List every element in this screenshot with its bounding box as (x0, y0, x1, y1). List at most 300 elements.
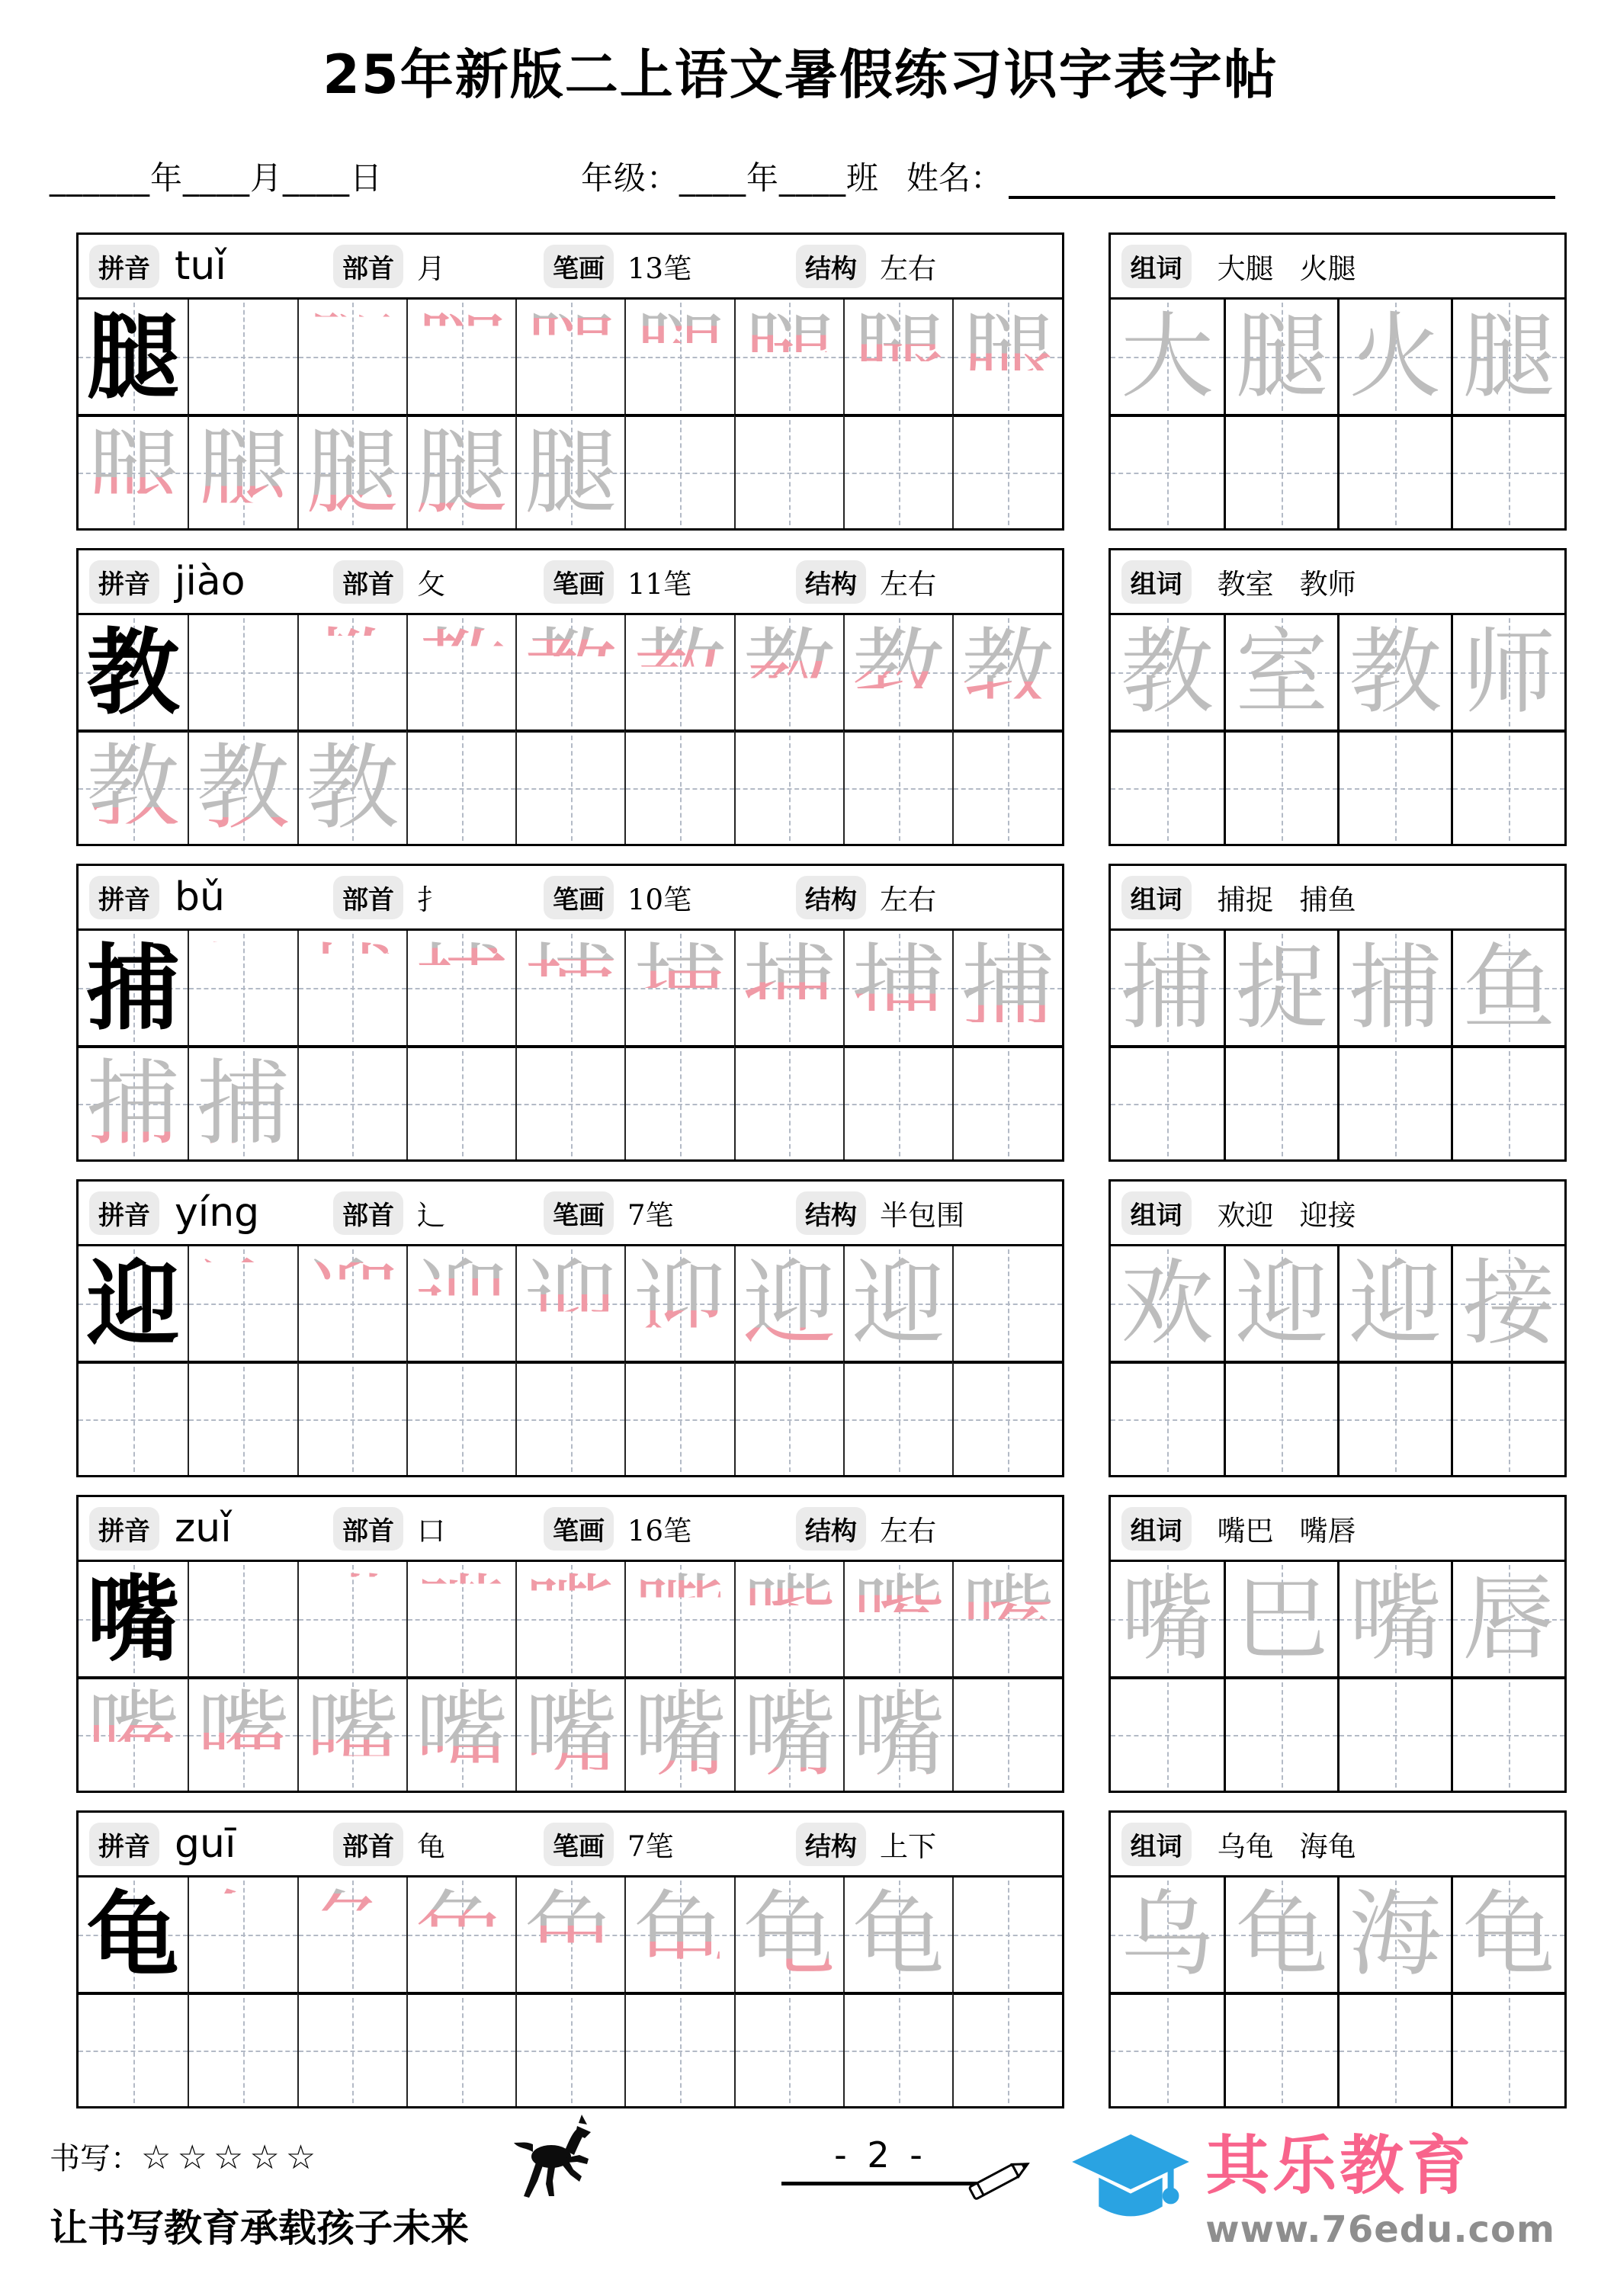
practice-cell (843, 1562, 952, 1676)
stroke-progress-glyph: 嘴 (626, 1562, 733, 1676)
radical-value: 月 (417, 252, 445, 285)
practice-cell (952, 615, 1061, 730)
practice-block (76, 548, 1567, 846)
practice-cell (1224, 1992, 1337, 2106)
practice-cell (79, 414, 188, 528)
radical-label: 部首 (333, 1507, 403, 1550)
stroke-progress-glyph: 腿 (736, 300, 843, 414)
stroke-progress-glyph: 腿 (189, 417, 297, 528)
practice-cell (1224, 1045, 1337, 1159)
words-header (1111, 866, 1564, 931)
stroke-progress-glyph: 捕 (299, 931, 406, 1045)
practice-cell (624, 1992, 733, 2106)
practice-cell (1451, 1045, 1564, 1159)
words-panel (1109, 1810, 1567, 2108)
practice-cell (1337, 414, 1451, 528)
practice-grid (79, 1562, 1062, 1791)
practice-cell (406, 730, 515, 844)
practice-blocks (76, 232, 1567, 2108)
practice-cell (1337, 1045, 1451, 1159)
word-2: 迎接 (1299, 1199, 1356, 1232)
stroke-count-label: 笔画 (544, 560, 614, 604)
practice-cell (1337, 1676, 1451, 1791)
character-panel (76, 1495, 1064, 1793)
practice-cell (1111, 1676, 1224, 1791)
practice-cell (1111, 931, 1224, 1045)
practice-cell (297, 730, 406, 844)
character-glyph: 龟 (86, 1880, 180, 1990)
stroke-progress-glyph: 捕 (954, 931, 1061, 1045)
word-1: 捕捉 (1217, 883, 1274, 916)
practice-cell (515, 615, 624, 730)
practice-cell (1224, 414, 1337, 528)
practice-cell (734, 730, 843, 844)
practice-cell (734, 615, 843, 730)
pinyin-label: 拼音 (89, 1191, 159, 1235)
practice-cell (1337, 730, 1451, 844)
words-panel (1109, 1179, 1567, 1477)
trace-glyph: 火 (1349, 303, 1442, 411)
practice-cell (952, 1676, 1061, 1791)
practice-cell (297, 414, 406, 528)
practice-cell (952, 931, 1061, 1045)
stroke-count-label: 笔画 (544, 1823, 614, 1866)
practice-cell (515, 730, 624, 844)
practice-cell (1111, 1246, 1224, 1361)
stroke-progress-glyph: 教 (626, 615, 733, 730)
trace-glyph: 巴 (1235, 1565, 1329, 1673)
practice-cell (515, 1246, 624, 1361)
practice-cell (1337, 1992, 1451, 2106)
pinyin-label: 拼音 (89, 876, 159, 919)
practice-cell (734, 1045, 843, 1159)
stroke-progress-glyph: 龟 (408, 1878, 515, 1992)
practice-cell (624, 615, 733, 730)
words-label: 组词 (1121, 1507, 1192, 1550)
stroke-progress-glyph: 教 (299, 615, 406, 730)
practice-cell (188, 1992, 297, 2106)
stroke-progress-glyph: 腿 (299, 300, 406, 414)
stroke-progress-glyph: 腿 (79, 417, 188, 528)
practice-block (76, 1179, 1567, 1477)
practice-cell (1451, 1562, 1564, 1676)
practice-cell (515, 414, 624, 528)
structure-value: 上下 (880, 1830, 936, 1863)
word-2: 教师 (1299, 568, 1356, 601)
radical-label: 部首 (333, 876, 403, 919)
practice-cell (297, 1246, 406, 1361)
practice-grid (79, 1246, 1062, 1475)
practice-cell (952, 730, 1061, 844)
character-header (79, 1497, 1062, 1562)
radical-value: 龟 (417, 1830, 445, 1863)
stroke-progress-glyph: 迎 (189, 1246, 297, 1361)
stroke-progress-glyph: 腿 (299, 417, 406, 528)
pinyin-value: yíng (175, 1190, 260, 1236)
practice-cell (624, 1676, 733, 1791)
page-number-area (781, 2134, 980, 2185)
words-grid (1111, 1562, 1564, 1791)
character-header (79, 1813, 1062, 1878)
stroke-progress-glyph: 捕 (79, 1048, 188, 1159)
word-2: 海龟 (1299, 1830, 1356, 1863)
practice-cell (1451, 1676, 1564, 1791)
stroke-progress-glyph: 龟 (845, 1878, 952, 1992)
pinyin-label: 拼音 (89, 1823, 159, 1866)
brand-name: 其乐教育 (1205, 2128, 1474, 2203)
stroke-progress-glyph: 腿 (517, 300, 624, 414)
practice-cell (515, 1676, 624, 1791)
practice-cell (1451, 414, 1564, 528)
practice-grid (79, 300, 1062, 528)
trace-glyph: 捉 (1235, 934, 1329, 1042)
footer-slogan: 让书写教育承载孩子未来 (50, 2205, 469, 2250)
stroke-progress-glyph: 嘴 (954, 1562, 1061, 1676)
practice-cell (843, 1246, 952, 1361)
words-grid (1111, 300, 1564, 528)
practice-cell (406, 1992, 515, 2106)
practice-cell (297, 1562, 406, 1676)
character-panel (76, 864, 1064, 1162)
practice-cell (1337, 1246, 1451, 1361)
practice-cell (624, 931, 733, 1045)
practice-cell (297, 931, 406, 1045)
practice-cell (1111, 1878, 1224, 1992)
radical-value: 扌 (417, 883, 445, 916)
practice-cell (952, 1878, 1061, 1992)
practice-cell (188, 730, 297, 844)
horse-icon (507, 2107, 598, 2206)
practice-cell (1224, 1562, 1337, 1676)
practice-cell (1451, 730, 1564, 844)
words-header (1111, 1182, 1564, 1246)
practice-cell (952, 1045, 1061, 1159)
practice-cell (79, 1361, 188, 1475)
stroke-count-value: 16笔 (627, 1515, 692, 1547)
practice-cell (79, 1562, 188, 1676)
stroke-progress-glyph: 迎 (299, 1246, 406, 1361)
trace-glyph: 腿 (1462, 303, 1556, 411)
word-2: 捕鱼 (1299, 883, 1356, 916)
grade-blank: 年级：____年____班 (581, 159, 880, 197)
stroke-progress-glyph: 嘴 (408, 1562, 515, 1676)
trace-glyph: 教 (1121, 618, 1214, 726)
stroke-count-value: 10笔 (627, 883, 692, 916)
stroke-progress-glyph: 教 (299, 733, 406, 844)
stroke-progress-glyph: 教 (954, 615, 1061, 730)
radical-value: 攵 (417, 568, 445, 601)
practice-cell (188, 1562, 297, 1676)
words-panel (1109, 1495, 1567, 1793)
words-header (1111, 1497, 1564, 1562)
practice-cell (515, 1562, 624, 1676)
page-title: 25年新版二上语文暑假练习识字表字帖 (322, 43, 1279, 106)
practice-cell (79, 300, 188, 414)
pinyin-value: tuǐ (175, 243, 226, 289)
stroke-progress-glyph: 嘴 (845, 1679, 952, 1791)
practice-cell (188, 414, 297, 528)
trace-glyph: 嘴 (1121, 1565, 1214, 1673)
practice-cell (515, 300, 624, 414)
stroke-progress-glyph: 嘴 (517, 1679, 624, 1791)
stroke-progress-glyph: 嘴 (189, 1679, 297, 1791)
stroke-progress-glyph: 嘴 (736, 1679, 843, 1791)
practice-cell (624, 1878, 733, 1992)
stroke-progress-glyph: 捕 (189, 931, 297, 1045)
practice-cell (1224, 1676, 1337, 1791)
structure-label: 结构 (796, 1823, 866, 1866)
practice-cell (79, 1992, 188, 2106)
stroke-progress-glyph: 嘴 (517, 1562, 624, 1676)
practice-cell (406, 1676, 515, 1791)
stroke-progress-glyph: 嘴 (626, 1679, 733, 1791)
character-glyph: 迎 (86, 1249, 180, 1358)
practice-cell (515, 1361, 624, 1475)
stroke-progress-glyph: 捕 (626, 931, 733, 1045)
character-glyph: 捕 (86, 933, 180, 1043)
stroke-count-label: 笔画 (544, 1507, 614, 1550)
practice-cell (406, 414, 515, 528)
stroke-progress-glyph: 腿 (408, 300, 515, 414)
words-label: 组词 (1121, 876, 1192, 919)
practice-cell (624, 414, 733, 528)
word-1: 欢迎 (1217, 1199, 1274, 1232)
structure-value: 左右 (880, 568, 936, 601)
rating-label: 书写： (50, 2141, 141, 2176)
stroke-count-value: 7笔 (627, 1830, 674, 1863)
word-1: 大腿 (1217, 252, 1274, 285)
practice-cell (952, 414, 1061, 528)
stroke-progress-glyph: 龟 (626, 1878, 733, 1992)
practice-cell (1224, 1246, 1337, 1361)
stroke-progress-glyph: 嘴 (736, 1562, 843, 1676)
practice-cell (952, 300, 1061, 414)
practice-grid (79, 931, 1062, 1159)
stroke-progress-glyph: 嘴 (299, 1679, 406, 1791)
word-1: 乌龟 (1217, 1830, 1274, 1863)
practice-cell (297, 1878, 406, 1992)
stroke-progress-glyph: 嘴 (408, 1679, 515, 1791)
stroke-progress-glyph: 捕 (736, 931, 843, 1045)
pinyin-label: 拼音 (89, 1507, 159, 1550)
practice-cell (734, 414, 843, 528)
practice-cell (843, 1992, 952, 2106)
practice-cell (188, 1246, 297, 1361)
stroke-progress-glyph: 教 (408, 615, 515, 730)
practice-cell (1451, 931, 1564, 1045)
words-label: 组词 (1121, 245, 1192, 288)
practice-cell (188, 1878, 297, 1992)
stroke-progress-glyph: 教 (79, 733, 188, 844)
character-header (79, 235, 1062, 300)
practice-cell (624, 1361, 733, 1475)
radical-label: 部首 (333, 245, 403, 288)
character-header (79, 866, 1062, 931)
trace-glyph: 师 (1462, 618, 1556, 726)
stroke-progress-glyph: 教 (517, 615, 624, 730)
trace-glyph: 大 (1121, 303, 1214, 411)
practice-cell (1111, 615, 1224, 730)
trace-glyph: 欢 (1121, 1249, 1214, 1358)
character-panel (76, 232, 1064, 531)
practice-cell (1224, 931, 1337, 1045)
stroke-progress-glyph: 龟 (736, 1878, 843, 1992)
trace-glyph: 室 (1235, 618, 1329, 726)
trace-glyph: 唇 (1462, 1565, 1556, 1673)
trace-glyph: 教 (1349, 618, 1442, 726)
practice-cell (1111, 1045, 1224, 1159)
practice-cell (79, 615, 188, 730)
practice-cell (1337, 1562, 1451, 1676)
stroke-progress-glyph: 腿 (845, 300, 952, 414)
structure-value: 左右 (880, 252, 936, 285)
practice-cell (1337, 615, 1451, 730)
structure-value: 左右 (880, 1515, 936, 1547)
trace-glyph: 乌 (1121, 1881, 1214, 1989)
practice-cell (1224, 300, 1337, 414)
practice-cell (406, 1045, 515, 1159)
rating-stars: ☆☆☆☆☆ (141, 2138, 322, 2177)
pinyin-value: bǔ (175, 874, 225, 920)
name-blank-line (1009, 161, 1555, 199)
practice-cell (952, 1992, 1061, 2106)
practice-cell (79, 1045, 188, 1159)
words-grid (1111, 1246, 1564, 1475)
practice-cell (1337, 1878, 1451, 1992)
stroke-progress-glyph: 腿 (626, 300, 733, 414)
practice-cell (406, 1562, 515, 1676)
practice-cell (79, 1878, 188, 1992)
practice-cell (952, 1562, 1061, 1676)
words-panel (1109, 548, 1567, 846)
radical-value: 辶 (417, 1199, 445, 1232)
stroke-count-value: 7笔 (627, 1199, 674, 1232)
words-grid (1111, 615, 1564, 844)
structure-value: 半包围 (880, 1199, 964, 1232)
character-panel (76, 548, 1064, 846)
practice-cell (297, 1992, 406, 2106)
stroke-count-label: 笔画 (544, 876, 614, 919)
practice-cell (297, 615, 406, 730)
structure-value: 左右 (880, 883, 936, 916)
practice-grid (79, 615, 1062, 844)
word-1: 教室 (1217, 568, 1274, 601)
radical-label: 部首 (333, 560, 403, 604)
stroke-progress-glyph: 龟 (299, 1878, 406, 1992)
practice-cell (515, 1045, 624, 1159)
trace-glyph: 迎 (1235, 1249, 1329, 1358)
character-glyph: 腿 (86, 302, 180, 412)
practice-cell (1451, 615, 1564, 730)
word-2: 嘴唇 (1299, 1515, 1356, 1547)
practice-cell (406, 1246, 515, 1361)
stroke-progress-glyph: 捕 (517, 931, 624, 1045)
practice-cell (734, 931, 843, 1045)
structure-label: 结构 (796, 560, 866, 604)
structure-label: 结构 (796, 1191, 866, 1235)
words-panel (1109, 232, 1567, 531)
footer (50, 2128, 1555, 2272)
practice-cell (515, 1992, 624, 2106)
stroke-progress-glyph: 迎 (736, 1246, 843, 1361)
practice-cell (79, 1246, 188, 1361)
trace-glyph: 龟 (1462, 1881, 1556, 1989)
practice-cell (297, 1361, 406, 1475)
radical-label: 部首 (333, 1823, 403, 1866)
page-number-underline (781, 2182, 980, 2185)
character-glyph: 教 (86, 617, 180, 727)
trace-glyph: 腿 (1235, 303, 1329, 411)
stroke-progress-glyph: 捕 (408, 931, 515, 1045)
practice-cell (79, 730, 188, 844)
stroke-progress-glyph: 教 (845, 615, 952, 730)
practice-cell (734, 1878, 843, 1992)
practice-cell (1451, 1246, 1564, 1361)
pinyin-value: guī (175, 1821, 236, 1867)
trace-glyph: 龟 (1235, 1881, 1329, 1989)
practice-cell (1337, 1361, 1451, 1475)
practice-cell (406, 300, 515, 414)
pencil-icon (955, 2153, 1039, 2207)
graduation-cap-icon (1070, 2126, 1192, 2240)
practice-cell (1224, 730, 1337, 844)
stroke-progress-glyph: 嘴 (189, 1562, 297, 1676)
practice-cell (1224, 1361, 1337, 1475)
practice-cell (515, 1878, 624, 1992)
practice-cell (734, 1992, 843, 2106)
practice-cell (734, 1676, 843, 1791)
practice-cell (188, 931, 297, 1045)
practice-cell (188, 300, 297, 414)
radical-value: 口 (417, 1515, 445, 1547)
practice-cell (734, 300, 843, 414)
structure-label: 结构 (796, 876, 866, 919)
words-header (1111, 235, 1564, 300)
practice-cell (843, 1361, 952, 1475)
trace-glyph: 接 (1462, 1249, 1556, 1358)
practice-cell (624, 1045, 733, 1159)
structure-label: 结构 (796, 245, 866, 288)
word-2: 火腿 (1299, 252, 1356, 285)
stroke-progress-glyph: 迎 (408, 1246, 515, 1361)
practice-cell (1224, 1878, 1337, 1992)
practice-block (76, 864, 1567, 1162)
practice-cell (406, 615, 515, 730)
practice-cell (843, 615, 952, 730)
practice-cell (734, 1562, 843, 1676)
trace-glyph: 迎 (1349, 1249, 1442, 1358)
practice-cell (188, 1361, 297, 1475)
stroke-progress-glyph: 腿 (189, 300, 297, 414)
character-panel (76, 1179, 1064, 1477)
stroke-progress-glyph: 嘴 (79, 1679, 188, 1791)
stroke-progress-glyph: 腿 (408, 417, 515, 528)
practice-cell (843, 730, 952, 844)
practice-cell (1337, 300, 1451, 414)
trace-glyph: 嘴 (1349, 1565, 1442, 1673)
practice-cell (1224, 615, 1337, 730)
practice-cell (843, 931, 952, 1045)
trace-glyph: 捕 (1349, 934, 1442, 1042)
pinyin-value: zuǐ (175, 1506, 232, 1551)
stroke-progress-glyph: 迎 (626, 1246, 733, 1361)
stroke-progress-glyph: 腿 (517, 417, 624, 528)
stroke-progress-glyph: 腿 (954, 300, 1061, 414)
stroke-count-value: 13笔 (627, 252, 692, 285)
practice-cell (406, 1361, 515, 1475)
practice-cell (952, 1361, 1061, 1475)
page-number: - 2 - (834, 2134, 927, 2176)
